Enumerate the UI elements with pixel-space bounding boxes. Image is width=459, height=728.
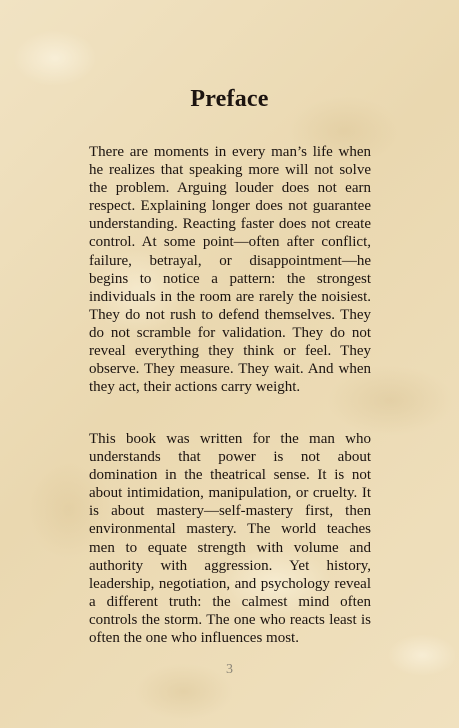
page-title: Preface [190, 86, 269, 112]
page-number: 3 [226, 662, 233, 677]
body-paragraph-2: This book was written for the man who understands that power is not about domination in the theatrical sense. It is not about intimidation, manipulation, or cruelty. It is about mastery—self-mastery first, then environmental mastery. The world teaches men to equate strength with volume and authority with aggression. Yet history, leadership, negotiation, and psychology reveal a different truth: the calmest mind often controls the storm. The one who reacts least is often the one who influences most. [89, 431, 371, 647]
body-paragraph-1: There are moments in every man’s life when he realizes that speaking more will not solve the problem. Arguing louder does not earn respect. Explaining longer does not guarantee understanding. Reacting faster does not create control. At some point—often after conflict, failure, betrayal, or disappointment—he begins to notice a pattern: the strongest individuals in the room are rarely the noisiest. They do not rush to defend themselves. They do not scramble for validation. They do not reveal everything they think or feel. They observe. They measure. They wait. And when they act, their actions carry weight. [89, 144, 371, 396]
